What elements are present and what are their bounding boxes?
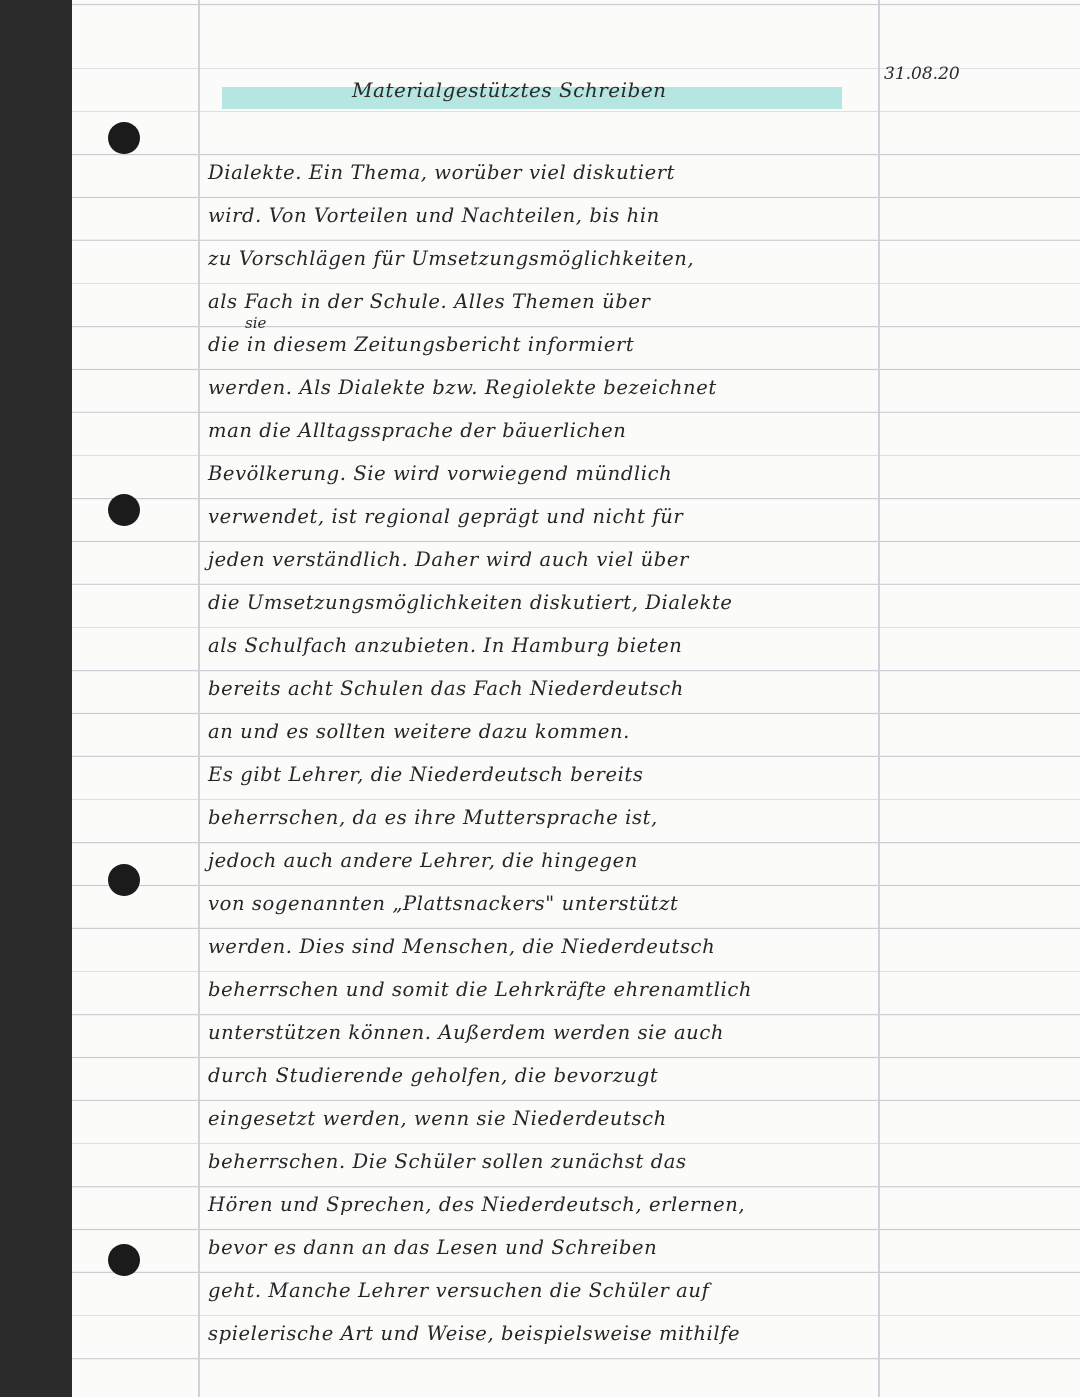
- text-line: zu Vorschlägen für Umsetzungsmöglichkeiten,: [208, 247, 695, 270]
- text-line: bereits acht Schulen das Fach Niederdeutsch: [208, 677, 684, 700]
- punch-hole: [108, 122, 140, 154]
- text-line: von sogenannten „Plattsnackers" unterstützt: [208, 892, 679, 915]
- text-line: als Fach in der Schule. Alles Themen über: [208, 290, 651, 313]
- inline-insertion: sie: [245, 314, 267, 332]
- page-title: Materialgestütztes Schreiben: [352, 78, 667, 102]
- text-line: Dialekte. Ein Thema, worüber viel diskutiert: [208, 161, 676, 184]
- punch-hole: [108, 494, 140, 526]
- text-line: beherrschen. Die Schüler sollen zunächst das: [208, 1150, 687, 1173]
- punch-hole: [108, 1244, 140, 1276]
- notebook-page: [72, 0, 1080, 1397]
- text-line: geht. Manche Lehrer versuchen die Schüler auf: [208, 1279, 710, 1302]
- text-line: die in diesem Zeitungsbericht informiert: [208, 333, 635, 356]
- text-line: Bevölkerung. Sie wird vorwiegend mündlich: [208, 462, 673, 485]
- text-line: verwendet, ist regional geprägt und nicht für: [208, 505, 684, 528]
- text-line: Hören und Sprechen, des Niederdeutsch, erlernen,: [208, 1193, 746, 1216]
- text-line: werden. Dies sind Menschen, die Niederdeutsch: [208, 935, 716, 958]
- date: 31.08.20: [884, 64, 960, 84]
- text-line: als Schulfach anzubieten. In Hamburg bieten: [208, 634, 683, 657]
- text-line: wird. Von Vorteilen und Nachteilen, bis hin: [208, 204, 660, 227]
- text-line: jedoch auch andere Lehrer, die hingegen: [208, 849, 638, 872]
- text-line: eingesetzt werden, wenn sie Niederdeutsch: [208, 1107, 667, 1130]
- text-line: spielerische Art und Weise, beispielsweise mithilfe: [208, 1322, 741, 1345]
- text-line: beherrschen und somit die Lehrkräfte ehrenamtlich: [208, 978, 753, 1001]
- text-line: durch Studierende geholfen, die bevorzugt: [208, 1064, 659, 1087]
- punch-hole: [108, 864, 140, 896]
- text-line: die Umsetzungsmöglichkeiten diskutiert, Dialekte: [208, 591, 733, 614]
- text-line: werden. Als Dialekte bzw. Regiolekte bezeichnet: [208, 376, 717, 399]
- text-line: an und es sollten weitere dazu kommen.: [208, 720, 630, 743]
- text-line: bevor es dann an das Lesen und Schreiben: [208, 1236, 658, 1259]
- text-line: unterstützen können. Außerdem werden sie auch: [208, 1021, 725, 1044]
- text-line: beherrschen, da es ihre Muttersprache ist,: [208, 806, 658, 829]
- left-margin-line: [198, 0, 200, 1397]
- text-line: Es gibt Lehrer, die Niederdeutsch bereits: [208, 763, 644, 786]
- handwritten-text: [202, 151, 882, 1355]
- text-line: man die Alltagssprache der bäuerlichen: [208, 419, 627, 442]
- text-line: jeden verständlich. Daher wird auch viel über: [208, 548, 689, 571]
